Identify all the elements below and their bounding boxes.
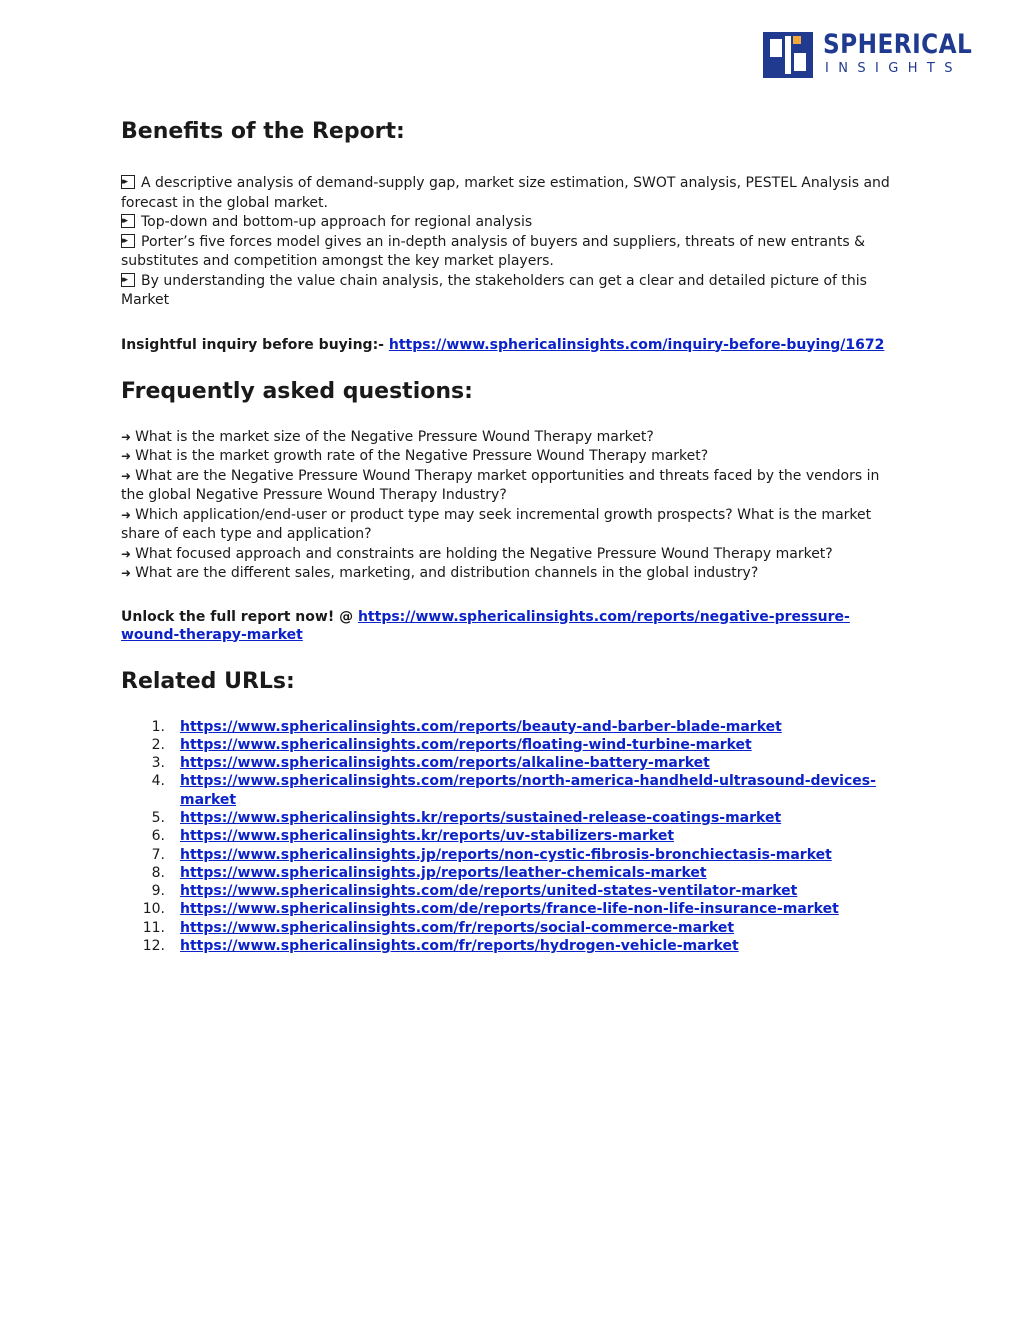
related-link[interactable]: https://www.sphericalinsights.kr/reports/sustained-release-coatings-market (180, 809, 782, 826)
unlock-callout (121, 608, 905, 644)
fast-forward-box-icon (121, 234, 135, 248)
list-item: 10. https://www.sphericalinsights.com/de/reports/france-life-non-life-insurance-market (142, 901, 839, 918)
unlock-label: Unlock the full report now! @ (121, 608, 354, 625)
faq-item: ➜ What are the Negative Pressure Wound Therapy market opportunities and threats faced by the vendors in the global Negative Pressure Wound Therapy Industry? (121, 467, 880, 503)
faq-item: ➜ What is the market size of the Negative Pressure Wound Therapy market? (121, 428, 905, 448)
list-item: 5. https://www.sphericalinsights.kr/reports/sustained-release-coatings-market (151, 809, 782, 826)
arrow-right-icon: ➜ (121, 468, 132, 483)
arrow-right-icon: ➜ (121, 507, 132, 522)
arrow-right-icon: ➜ (121, 546, 132, 561)
arrow-right-icon: ➜ (121, 566, 132, 580)
fast-forward-box-icon (121, 273, 135, 287)
list-item: 8. https://www.sphericalinsights.jp/reports/leather-chemicals-market (151, 864, 707, 881)
inquiry-callout (121, 336, 905, 354)
related-link[interactable]: https://www.sphericalinsights.jp/reports/non-cystic-fibrosis-bronchiectasis-market (180, 846, 832, 863)
faq-item: ➜ What is the market growth rate of the Negative Pressure Wound Therapy market? (121, 447, 905, 467)
list-item: 1. https://www.sphericalinsights.com/reports/beauty-and-barber-blade-market (151, 718, 782, 735)
document-body (121, 118, 905, 955)
inquiry-label: Insightful inquiry before buying:- (121, 336, 384, 353)
unlock-link[interactable]: https://www.sphericalinsights.com/reports/negative-pressure-wound-therapy-market (121, 608, 850, 643)
logo-mark-icon (763, 32, 813, 78)
list-item: 12. https://www.sphericalinsights.com/fr/reports/hydrogen-vehicle-market (142, 938, 739, 955)
faq-item: ➜ What focused approach and constraints are holding the Negative Pressure Wound Therapy market? (121, 545, 905, 565)
benefit-item: ▸▸A descriptive analysis of demand-supply gap, market size estimation, SWOT analysis, PESTEL Analysis and forecast in the global market. (121, 174, 905, 213)
inquiry-link[interactable]: https://www.sphericalinsights.com/inquiry-before-buying/1672 (388, 336, 885, 353)
list-item: 7. https://www.sphericalinsights.jp/reports/non-cystic-fibrosis-bronchiectasis-market (151, 846, 832, 863)
related-link[interactable]: https://www.sphericalinsights.com/reports/floating-wind-turbine-market (180, 736, 752, 753)
benefits-heading: Benefits of the Report: (121, 119, 405, 144)
benefit-item: ▸▸Porter’s five forces model gives an in-depth analysis of buyers and suppliers, threats of new entrants & substitutes and competition amongst the key market players. (121, 233, 905, 272)
spherical-insights-logo (763, 30, 975, 78)
related-link[interactable]: https://www.sphericalinsights.jp/reports/leather-chemicals-market (180, 864, 707, 881)
arrow-right-icon: ➜ (121, 449, 132, 463)
related-heading: Related URLs: (121, 668, 295, 694)
benefits-list (121, 174, 905, 311)
faq-list (121, 428, 905, 584)
related-link[interactable]: https://www.sphericalinsights.com/fr/reports/hydrogen-vehicle-market (180, 938, 739, 955)
related-link[interactable]: https://www.sphericalinsights.kr/reports/uv-stabilizers-market (180, 828, 675, 845)
arrow-right-icon: ➜ (121, 429, 132, 444)
related-link[interactable]: https://www.sphericalinsights.com/de/reports/united-states-ventilator-market (180, 883, 798, 900)
related-urls-list (121, 718, 905, 956)
list-item: 6. https://www.sphericalinsights.kr/reports/uv-stabilizers-market (151, 828, 675, 845)
related-link[interactable]: https://www.sphericalinsights.com/reports/alkaline-battery-market (180, 755, 710, 772)
faq-item: ➜ What are the different sales, marketing, and distribution channels in the global industry? (121, 564, 905, 584)
list-item: 3. https://www.sphericalinsights.com/reports/alkaline-battery-market (151, 755, 710, 772)
related-link[interactable]: https://www.sphericalinsights.com/reports/beauty-and-barber-blade-market (180, 718, 782, 735)
list-item: 2. https://www.sphericalinsights.com/reports/floating-wind-turbine-market (151, 736, 752, 753)
logo-subtitle: INSIGHTS (825, 61, 962, 76)
benefit-item: ▸▸Top-down and bottom-up approach for regional analysis (121, 213, 905, 233)
list-item: 9. https://www.sphericalinsights.com/de/reports/united-states-ventilator-market (151, 883, 798, 900)
list-item: 4. https://www.sphericalinsights.com/reports/north-america-handheld-ultrasound-devices-market (151, 773, 876, 808)
logo-title: SPHERICAL (823, 29, 973, 60)
faq-item: ➜ Which application/end-user or product type may seek incremental growth prospects? What is the market share of each type and application? (121, 506, 872, 542)
related-link[interactable]: https://www.sphericalinsights.com/reports/north-america-handheld-ultrasound-devices-market (180, 773, 876, 808)
list-item: 11. https://www.sphericalinsights.com/fr/reports/social-commerce-market (142, 919, 735, 936)
benefit-item: ▸▸By understanding the value chain analysis, the stakeholders can get a clear and detailed picture of this Market (121, 272, 905, 311)
fast-forward-box-icon (121, 214, 135, 228)
related-link[interactable]: https://www.sphericalinsights.com/fr/reports/social-commerce-market (180, 919, 735, 936)
fast-forward-box-icon (121, 175, 135, 189)
faq-heading: Frequently asked questions: (121, 378, 473, 404)
related-link[interactable]: https://www.sphericalinsights.com/de/reports/france-life-non-life-insurance-market (180, 901, 839, 918)
